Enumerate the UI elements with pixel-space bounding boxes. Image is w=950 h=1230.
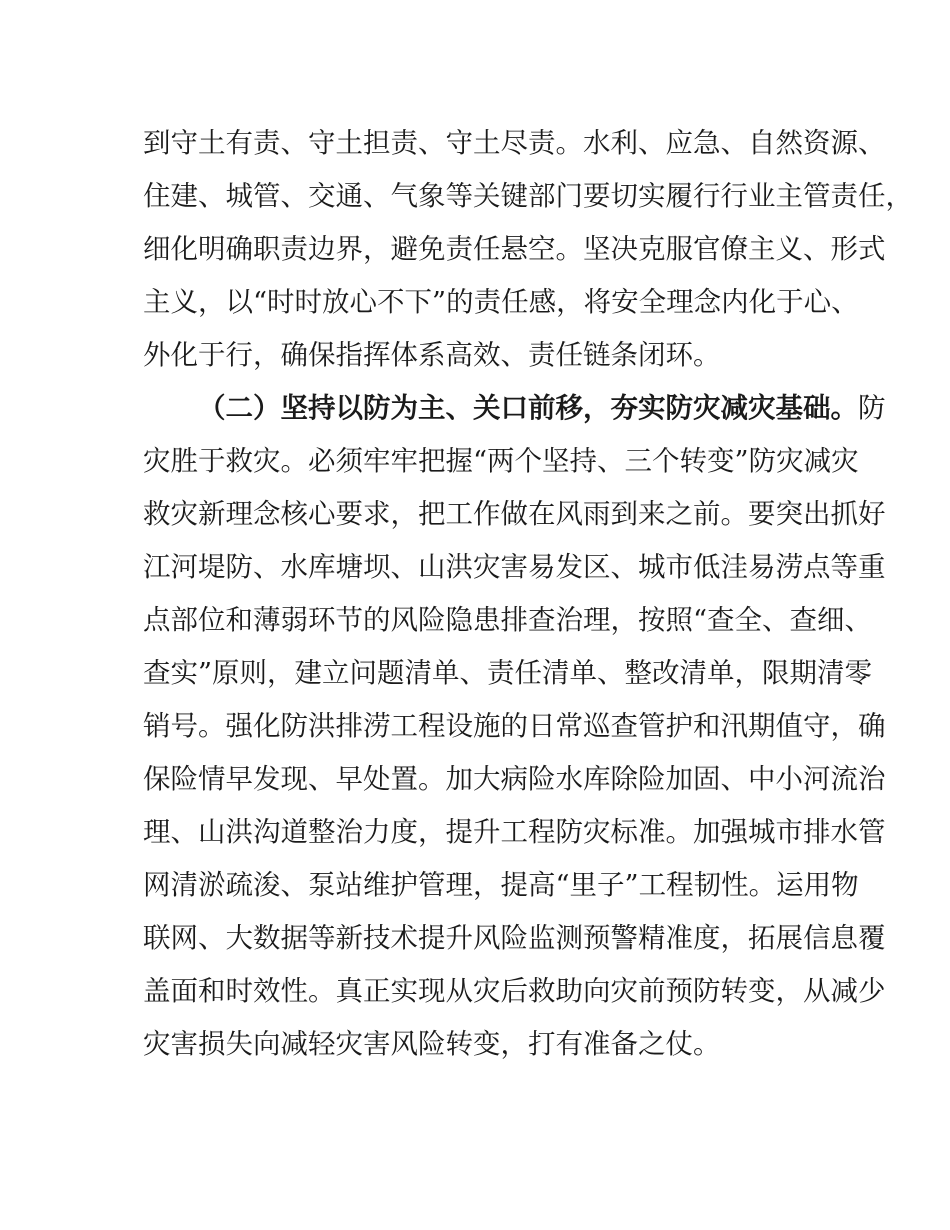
paragraph-2-line-12: 盖面和时效性。真正实现从灾后救助向灾前预防转变，从减少 (143, 975, 886, 1007)
paragraph-2-line-3: 救灾新理念核心要求，把工作做在风雨到来之前。要突出抓好 (143, 498, 886, 530)
section-heading: （二）坚持以防为主、关口前移，夯实防灾减灾基础。 (198, 392, 858, 424)
paragraph-1-line-2: 住建、城管、交通、气象等关键部门要切实履行行业主管责任， (143, 180, 913, 212)
paragraph-2-line-5: 点部位和薄弱环节的风险隐患排查治理，按照“查全、查细、 (143, 604, 873, 636)
paragraph-1-line-1: 到守土有责、守土担责、守土尽责。水利、应急、自然资源、 (143, 127, 886, 159)
paragraph-2-line-2: 灾胜于救灾。必须牢牢把握“两个坚持、三个转变”防灾减灾 (143, 445, 859, 477)
paragraph-2-line-4: 江河堤防、水库塘坝、山洪灾害易发区、城市低洼易涝点等重 (143, 551, 886, 583)
paragraph-2-line-10: 网清淤疏浚、泵站维护管理，提高“里子”工程韧性。运用物 (143, 869, 859, 901)
paragraph-2-line-1-rest: 防 (858, 392, 886, 424)
paragraph-2-line-11: 联网、大数据等新技术提升风险监测预警精准度，拓展信息覆 (143, 922, 886, 954)
paragraph-2-line-8: 保险情早发现、早处置。加大病险水库除险加固、中小河流治 (143, 763, 886, 795)
paragraph-2-line-9: 理、山洪沟道整治力度，提升工程防灾标准。加强城市排水管 (143, 816, 886, 848)
paragraph-1-line-4: 主义，以“时时放心不下”的责任感，将安全理念内化于心、 (143, 286, 859, 318)
paragraph-2-line-1 (198, 384, 886, 432)
paragraph-2-line-6: 查实”原则，建立问题清单、责任清单、整改清单，限期清零 (143, 657, 873, 689)
paragraph-2-line-7: 销号。强化防洪排涝工程设施的日常巡查管护和汛期值守，确 (143, 710, 886, 742)
paragraph-1-line-3: 细化明确职责边界，避免责任悬空。坚决克服官僚主义、形式 (143, 233, 886, 265)
paragraph-2-line-13: 灾害损失向减轻灾害风险转变，打有准备之仗。 (143, 1028, 721, 1060)
paragraph-1-line-5: 外化于行，确保指挥体系高效、责任链条闭环。 (143, 339, 721, 371)
